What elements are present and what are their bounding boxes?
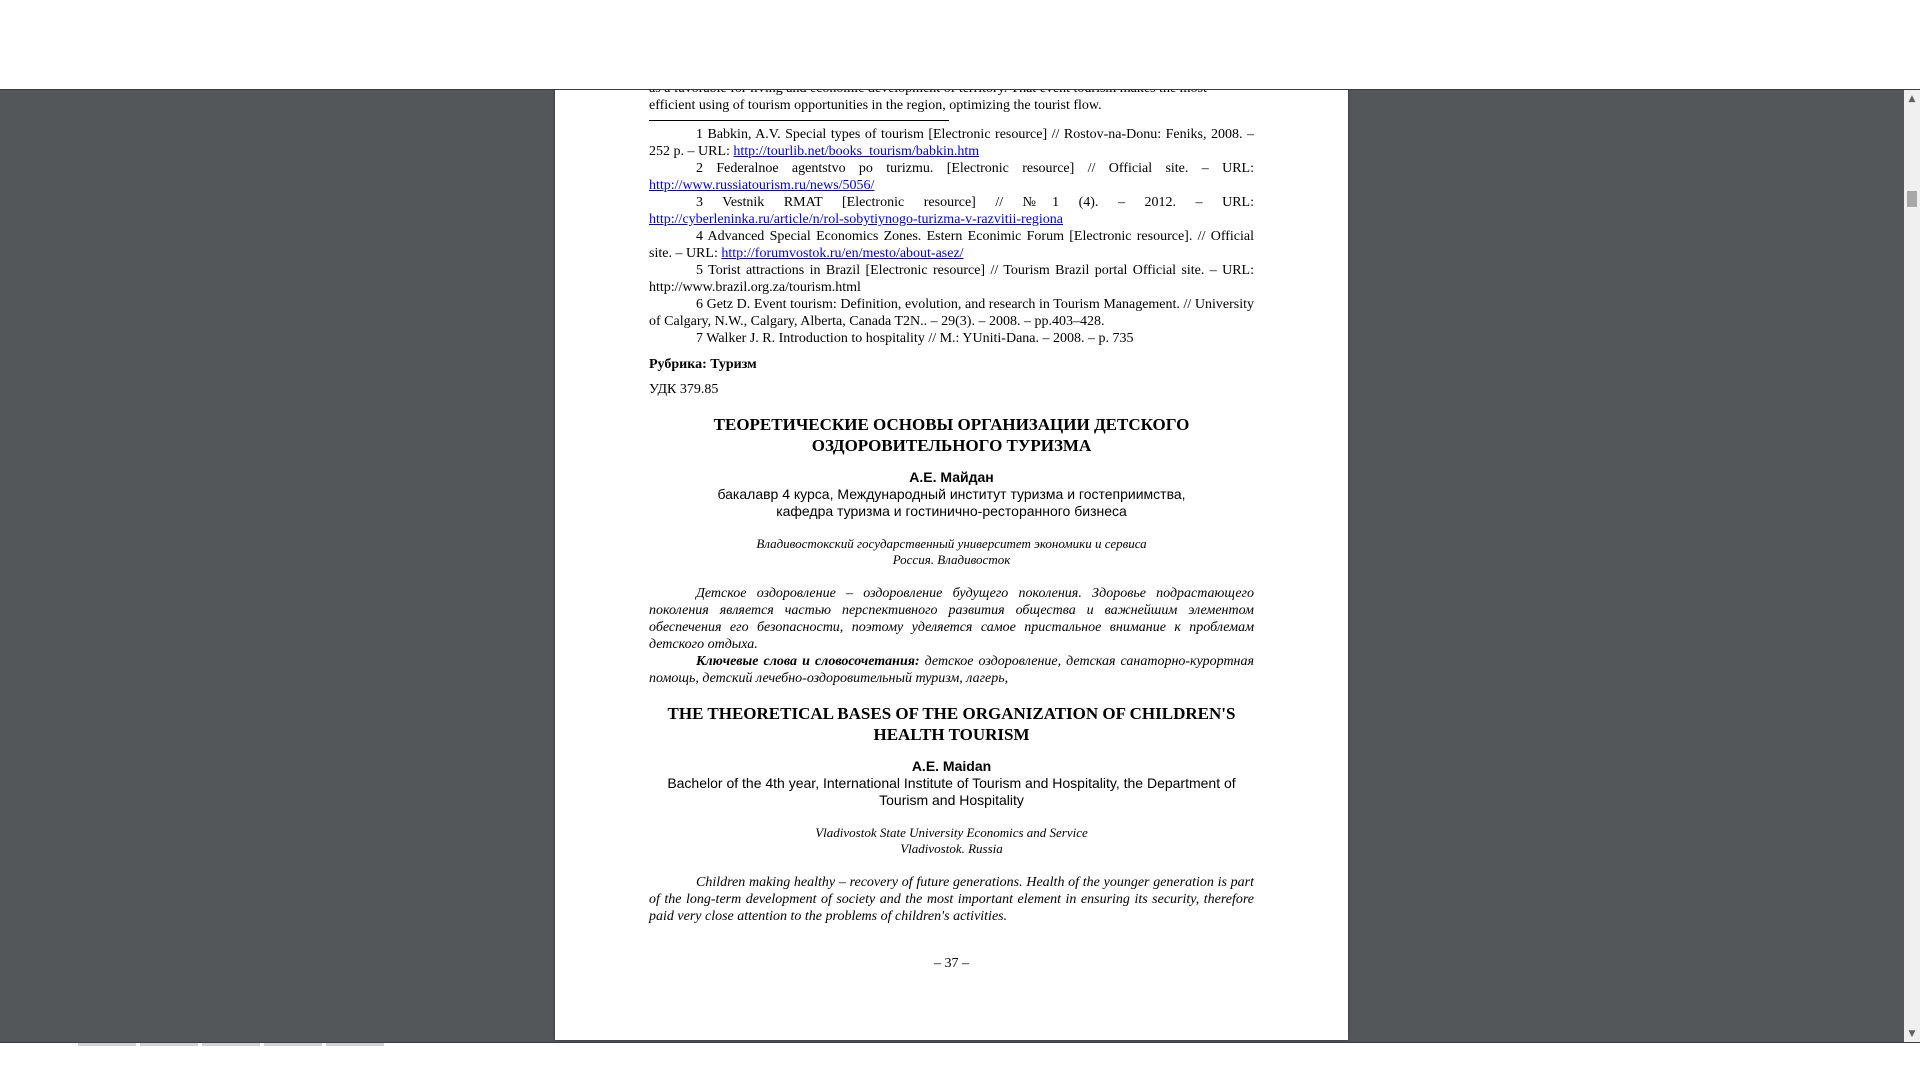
- paragraph-continuation: efficient using of tourism opportunities in the region, optimizing the tourist flow.: [649, 98, 1102, 113]
- location-line: Россия. Владивосток: [892, 552, 1011, 567]
- university-line: Владивостокский государственный университет экономики и сервиса: [756, 536, 1147, 551]
- affiliation-russian: [649, 486, 1254, 520]
- university-line: Vladivostok State University Economics and Service: [815, 825, 1088, 840]
- affiliation-line: кафедра туризма и гостинично-ресторанного бизнеса: [776, 503, 1127, 519]
- pdf-page: [555, 40, 1348, 1040]
- footnote-text: 4 Advanced Special Economics Zones. Estern Econimic Forum [Electronic resource]. // Official site. – URL:: [649, 229, 1254, 261]
- page-thumbnail[interactable]: [78, 1043, 136, 1046]
- footnote-4: [649, 228, 1254, 262]
- university-russian: [649, 536, 1254, 568]
- affiliation-english: [649, 775, 1254, 809]
- footnote-2: [649, 160, 1254, 194]
- viewer-top-toolbar: [0, 0, 1920, 90]
- affiliation-line: Tourism and Hospitality: [879, 792, 1024, 808]
- footnote-text: 2 Federalnoe agentstvo po turizmu. [Electronic resource] // Official site. – URL:: [696, 161, 1254, 176]
- footnote-7: 7 Walker J. R. Introduction to hospitality // M.: YUniti-Dana. – 2008. – p. 735: [696, 331, 1134, 346]
- footnote-rule: [649, 120, 949, 121]
- scroll-down-icon[interactable]: ▼: [1908, 1029, 1916, 1039]
- abstract-russian: Детское оздоровление – оздоровление будущего поколения. Здоровье подрастающего поколения является частью перспективного развития общества и важнейшим элементом обеспечения его безопасности, поэтому уделяется самое пристальное внимание к проблемам детского отдыха.: [649, 586, 1254, 652]
- rubric: Рубрика: Туризм: [649, 357, 757, 372]
- footnote-3: [649, 194, 1254, 228]
- footnote-text: 3 Vestnik RMAT [Electronic resource] // №1 (4). – 2012. – URL:: [696, 195, 1254, 210]
- page-thumbnail[interactable]: [326, 1043, 384, 1046]
- page-content: [649, 80, 1254, 972]
- title-line: ТЕОРЕТИЧЕСКИЕ ОСНОВЫ ОРГАНИЗАЦИИ ДЕТСКОГО: [713, 415, 1190, 434]
- title-line: HEALTH TOURISM: [873, 725, 1030, 744]
- title-line: THE THEORETICAL BASES OF THE ORGANIZATION OF CHILDREN'S: [667, 704, 1236, 723]
- footnote-6: 6 Getz D. Event tourism: Definition, evolution, and research in Tourism Management. // University of Calgary, N.W., Calgary, Alberta, Canada T2N.. – 29(3). – 2008. – pp.403–428.: [649, 297, 1254, 329]
- viewer-bottom-bar: [0, 1042, 1920, 1081]
- title-russian: [649, 414, 1254, 456]
- footnote-link[interactable]: http://cyberleninka.ru/article/n/rol-sobytiynogo-turizma-v-razvitii-regiona: [649, 212, 1064, 227]
- affiliation-line: бакалавр 4 курса, Международный институт туризма и гостеприимства,: [717, 486, 1186, 502]
- location-line: Vladivostok. Russia: [900, 841, 1003, 856]
- abstract-english: Children making healthy – recovery of future generations. Health of the younger generation is part of the long-term development of society and the most important element in ensuring its security, therefore paid very close attention to the problems of children's activities.: [649, 875, 1254, 924]
- keywords-label: Ключевые слова и словосочетания:: [696, 654, 920, 669]
- footnote-link[interactable]: http://tourlib.net/books_tourism/babkin.htm: [733, 144, 980, 159]
- footnote-link[interactable]: http://forumvostok.ru/en/mesto/about-asez/: [721, 246, 964, 261]
- scroll-thumb[interactable]: [1907, 191, 1917, 207]
- footnote-text: 1 Babkin, A.V. Special types of tourism [Electronic resource] // Rostov-na-Donu: Feniks, 2008. – 252 p. – URL:: [649, 127, 1254, 159]
- title-line: ОЗДОРОВИТЕЛЬНОГО ТУРИЗМА: [811, 436, 1092, 455]
- footnote-link[interactable]: http://www.russiatourism.ru/news/5056/: [649, 178, 875, 193]
- keywords-text: детское оздоровление, детская санаторно-курортная помощь, детский лечебно-оздоровительный туризм, лагерь,: [649, 654, 1255, 686]
- author-english: A.E. Maidan: [911, 758, 992, 774]
- page-number: – 37 –: [934, 956, 969, 971]
- affiliation-line: Bachelor of the 4th year, International Institute of Tourism and Hospitality, the Department of: [667, 775, 1236, 791]
- page-thumbnail[interactable]: [140, 1043, 198, 1046]
- university-english: [649, 825, 1254, 857]
- page-thumbnail[interactable]: [264, 1043, 322, 1046]
- footnote-1: [649, 126, 1254, 160]
- page-thumbnail[interactable]: [202, 1043, 260, 1046]
- title-english: [649, 703, 1254, 745]
- footnote-5: 5 Torist attractions in Brazil [Electronic resource] // Tourism Brazil portal Official site. – URL: http://www.brazil.org.za/tourism.html: [649, 263, 1254, 295]
- author-russian: А.Е. Майдан: [909, 469, 994, 485]
- keywords-russian: [649, 653, 1254, 687]
- footnotes: [649, 126, 1254, 347]
- page-thumbnail-strip: [78, 1043, 384, 1047]
- scroll-up-icon[interactable]: ▲: [1908, 94, 1916, 104]
- vertical-scrollbar[interactable]: [1904, 89, 1920, 1042]
- udk-code: УДК 379.85: [649, 382, 719, 397]
